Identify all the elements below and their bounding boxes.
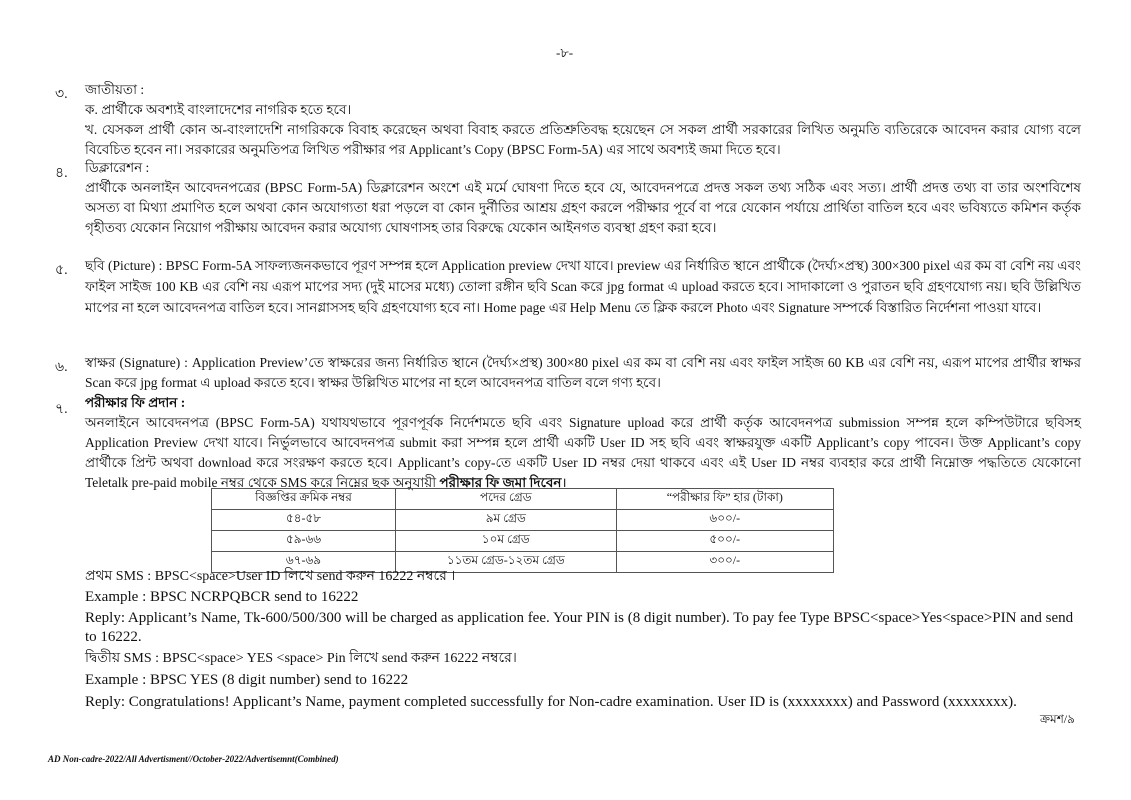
table-cell: ৫০০/- <box>616 531 833 552</box>
section-title: ডিক্লারেশন : <box>85 160 150 175</box>
table-cell: ৯ম গ্রেড <box>396 510 617 531</box>
section-number: ৭. <box>55 402 68 417</box>
table-cell: ৫৪-৫৮ <box>212 510 396 531</box>
section-title: জাতীয়তা : <box>85 82 145 97</box>
section-signature <box>85 353 1081 393</box>
fee-table <box>211 488 834 573</box>
table-cell: ১০ম গ্রেড <box>396 531 617 552</box>
sms-line: দ্বিতীয় SMS : BPSC<space> YES <space> Pin লিখে send করুন 16222 নম্বরে। <box>85 651 517 666</box>
sms-line: Example : BPSC NCRPQBCR send to 16222 <box>85 589 359 605</box>
paragraph: ছবি (Picture) : BPSC Form-5A সাফল্যজনকভাবে পূরণ সম্পন্ন হলে Application preview দেখা যাবে। preview এর নির্ধারিত স্থানে প্রার্থীকে (দৈর্ঘ্য×প্রস্থ) 300×300 pixel এর কম বা বেশি নয় এবং ফাইল সাইজ 100 KB এর বেশি নয় এরূপ মাপের সদ্য (দুই মাসের মধ্যে) তোলা রঙ্গীন ছবি Scan করে jpg format এ upload করতে হবে। সাদাকালো ও পুরাতন ছবি গ্রহণযোগ্য নয়। ছবি উল্লিখিত মাপের না হলে আবেদনপত্র বাতিল হবে। সানগ্লাসসহ ছবি গ্রহণযোগ্য হবে না। Home page এর Help Menu তে ক্লিক করলে Photo এবং Signature সম্পর্কে বিস্তারিত নির্দেশনা পাওয়া যাবে। <box>85 258 1081 315</box>
section-title: পরীক্ষার ফি প্রদান : <box>85 395 186 410</box>
footer-path: AD Non-cadre-2022/All Advertisment//October-2022/Advertisemnt(Combined) <box>48 754 339 764</box>
table-header-row <box>212 489 834 510</box>
section-number: ৬. <box>55 360 68 375</box>
table-cell: ৩০০/- <box>616 552 833 573</box>
sms-line: Example : BPSC YES (8 digit number) send to 16222 <box>85 672 409 688</box>
table-row <box>212 510 834 531</box>
sms-line: Reply: Congratulations! Applicant’s Name, payment completed successfully for Non-cadre examination. User ID is (xxxxxxxx) and Password (xxxxxxxx). <box>85 694 1017 710</box>
paragraph <box>85 413 1081 493</box>
paragraph: স্বাক্ষর (Signature) : Application Preview’তে স্বাক্ষরের জন্য নির্ধারিত স্থানে (দৈর্ঘ্য×প্রস্থ) 300×80 pixel এর কম বা বেশি নয় এবং ফাইল সাইজ 60 KB এর বেশি নয়, এরূপ মাপের প্রার্থীর স্বাক্ষর Scan করে jpg format এ upload করতে হবে। স্বাক্ষর উল্লিখিত মাপের না হলে আবেদনপত্র বাতিল বলে গণ্য হবে। <box>85 355 1081 390</box>
table-cell: ৫৯-৬৬ <box>212 531 396 552</box>
column-header: বিজ্ঞপ্তির ক্রমিক নম্বর <box>212 489 396 510</box>
section-number: ৫. <box>55 263 68 278</box>
section-nationality <box>85 80 1081 160</box>
continued-label: ক্রমশ/৯ <box>1040 712 1075 726</box>
column-header: “পরীক্ষার ফি” হার (টাকা) <box>616 489 833 510</box>
paragraph: প্রার্থীকে অনলাইন আবেদনপত্রের (BPSC Form-5A) ডিক্লারেশন অংশে এই মর্মে ঘোষণা দিতে হবে যে, আবেদনপত্রে প্রদত্ত সকল তথ্য সঠিক এবং সত্য। প্রার্থী প্রদত্ত তথ্য বা তার অংশবিশেষ অসত্য বা মিথ্যা প্রমাণিত হলে অথবা কোন অযোগ্যতা ধরা পড়লে বা কোন দুর্নীতির আশ্রয় গ্রহণ করলে পরীক্ষার পূর্বে বা পরে যেকোন পর্যায়ে প্রার্থিতা বাতিল হবে এবং ভবিষ্যতে কমিশন কর্তৃক গৃহীতব্য যেকোন নিয়োগ পরীক্ষায় আবেদন করার অযোগ্য ঘোষণাসহ তার বিরুদ্ধে যেকোন আইনগত ব্যবস্থা গ্রহণ করা হবে। <box>85 180 1081 235</box>
paragraph-text: অনলাইনে আবেদনপত্র (BPSC Form-5A) যথাযথভাবে পূরণপূর্বক নির্দেশমতে ছবি এবং Signature upload করে প্রার্থী কর্তৃক আবেদনপত্র submission সম্পন্ন হলে কম্পিউটারে ছবিসহ Application Preview দেখা যাবে। নির্ভুলভাবে আবেদনপত্র submit করা সম্পন্ন হলে প্রার্থী একটি User ID সহ ছবি এবং স্বাক্ষরযুক্ত একটি Applicant’s copy পাবেন। উক্ত Applicant’s copy প্রার্থীকে প্রিন্ট অথবা download করে সংরক্ষণ করতে হবে। Applicant’s copy-তে একটি User ID নম্বর দেয়া থাকবে এবং এই User ID নম্বর ব্যবহার করে প্রার্থী নিম্নোক্ত পদ্ধতিতে যেকোনো Teletalk pre-paid mobile নম্বর থেকে SMS করে নিম্নের ছক অনুযায়ী <box>85 415 1081 490</box>
list-item: খ. যেসকল প্রার্থী কোন অ-বাংলাদেশি নাগরিককে বিবাহ করেছেন অথবা বিবাহ করতে প্রতিশ্রুতিবদ্ধ হয়েছেন সে সকল প্রার্থী সরকারের লিখিত অনুমতি ব্যতিরেকে আবেদন করার যোগ্য বলে বিবেচিত হবেন না। সরকারের অনুমতিপত্র লিখিত পরীক্ষার পর Applicant’s Copy (BPSC Form-5A) এর সাথে অবশ্যই জমা দিতে হবে। <box>85 122 1081 157</box>
section-fee <box>85 393 1081 493</box>
section-number: ৪. <box>55 166 68 181</box>
sms-line: Reply: Applicant’s Name, Tk-600/500/300 will be charged as application fee. Your PIN is (8 digit number). To pay fee Type BPSC<space>Yes<space>PIN and send to 16222. <box>85 610 1074 645</box>
section-declaration <box>85 158 1081 238</box>
page-number: -৮- <box>556 45 574 60</box>
list-item: ক. প্রার্থীকে অবশ্যই বাংলাদেশের নাগরিক হতে হবে। <box>85 102 352 117</box>
sms-line: প্রথম SMS : BPSC<space>User ID লিখে send করুন 16222 নম্বরে । <box>85 569 456 584</box>
paragraph-bold-text: পরীক্ষার ফি জমা দিবেন <box>439 475 562 490</box>
table-cell: ৬০০/- <box>616 510 833 531</box>
sms-instructions <box>85 567 1081 712</box>
table-cell: ১১তম গ্রেড-১২তম গ্রেড <box>396 552 617 573</box>
table-cell: ৬৭-৬৯ <box>212 552 396 573</box>
section-number: ৩. <box>55 87 68 102</box>
section-picture <box>85 255 1081 318</box>
paragraph-end: । <box>561 475 567 490</box>
column-header: পদের গ্রেড <box>396 489 617 510</box>
table-row <box>212 531 834 552</box>
